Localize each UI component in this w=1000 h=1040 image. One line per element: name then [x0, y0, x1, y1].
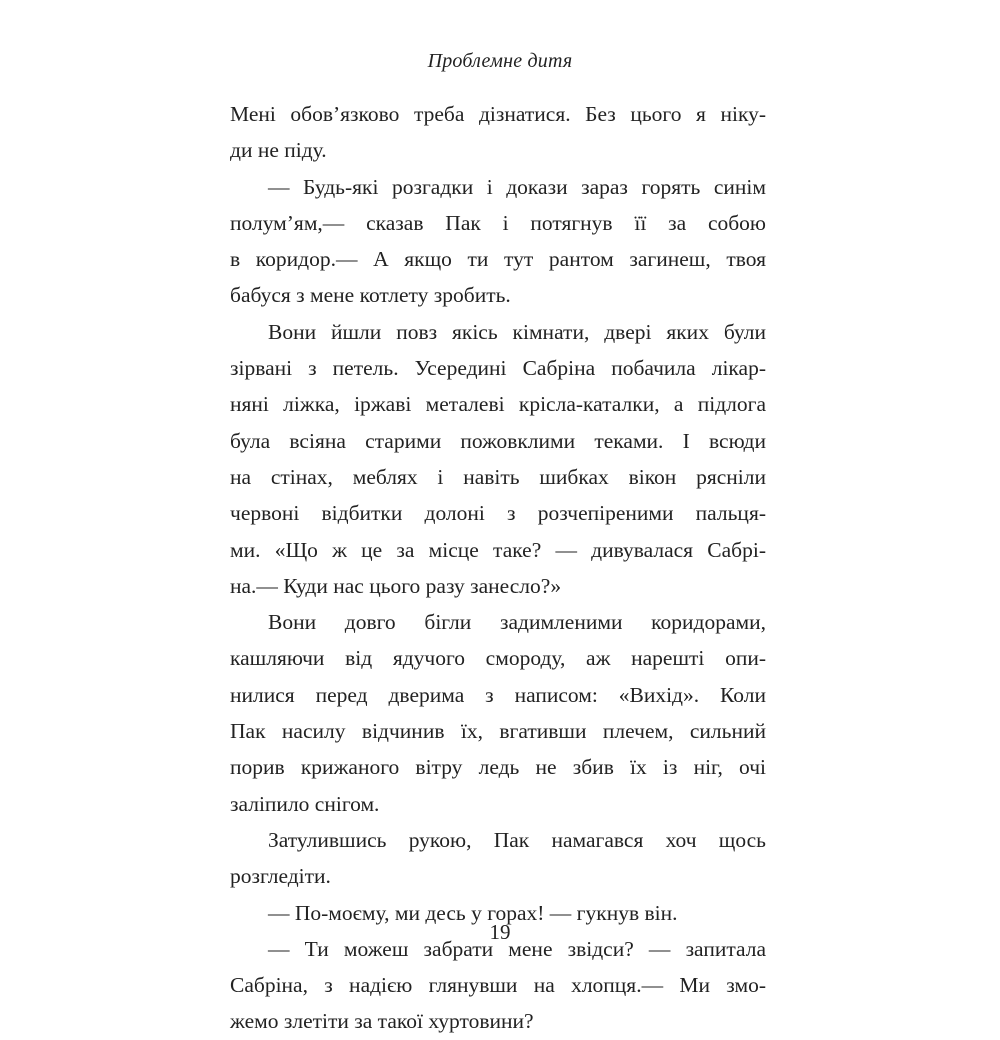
text-line: в коридор.— А якщо ти тут рантом загинеш, твоя [230, 247, 766, 272]
text-line: була всіяна старими пожовклими теками. І всюди [230, 428, 766, 453]
text-line: на стінах, меблях і навіть шибках вікон рясніли [230, 464, 766, 489]
text-line: Вони йшли повз якісь кімнати, двері яких були [268, 319, 766, 344]
text-line: — Будь-які розгадки і докази зараз горять синім [268, 174, 766, 199]
text-line: полум’ям,— сказав Пак і потягнув її за собою [230, 210, 766, 235]
text-line: няні ліжка, іржаві металеві крісла-каталки, а підлога [230, 392, 766, 417]
page-number: 19 [489, 920, 511, 944]
text-line: на.— Куди нас цього разу занесло?» [230, 573, 562, 598]
text-line: Мені обов’язково треба дізнатися. Без цього я ніку- [230, 102, 766, 126]
text-line: Пак насилу відчинив їх, вгативши плечем, сильний [230, 719, 766, 744]
text-line: Вони довго бігли задимленими коридорами, [268, 610, 766, 635]
text-line: — Ти можеш забрати мене звідси? — запитала [268, 936, 766, 961]
text-line: порив крижаного вітру ледь не збив їх із ніг, очі [230, 755, 766, 780]
text-line: заліпило снігом. [230, 791, 380, 816]
text-line: розгледіти. [230, 864, 331, 889]
text-line: Сабріна, з надією глянувши на хлопця.— Ми змо- [230, 973, 766, 998]
text-line: зірвані з петель. Усередині Сабріна побачила лікар- [230, 356, 766, 381]
text-line: кашляючи від ядучого смороду, аж нарешті опи- [230, 646, 766, 671]
text-line: червоні відбитки долоні з розчепіреними пальця- [230, 501, 766, 526]
body-text [230, 96, 766, 1040]
text-line: — По-моєму, ми десь у горах! — гукнув він. [268, 900, 678, 925]
text-line: нилися перед дверима з написом: «Вихід». Коли [230, 682, 766, 707]
text-line: жемо злетіти за такої хуртовини? [230, 1009, 534, 1034]
text-line: ди не піду. [230, 138, 327, 163]
text-line: Затулившись рукою, Пак намагався хоч щось [268, 827, 766, 852]
text-line: ми. «Що ж це за місце таке? — дивувалася Сабрі- [230, 537, 766, 562]
running-head: Проблемне дитя [427, 50, 573, 72]
text-line: бабуся з мене котлету зробить. [230, 283, 511, 308]
